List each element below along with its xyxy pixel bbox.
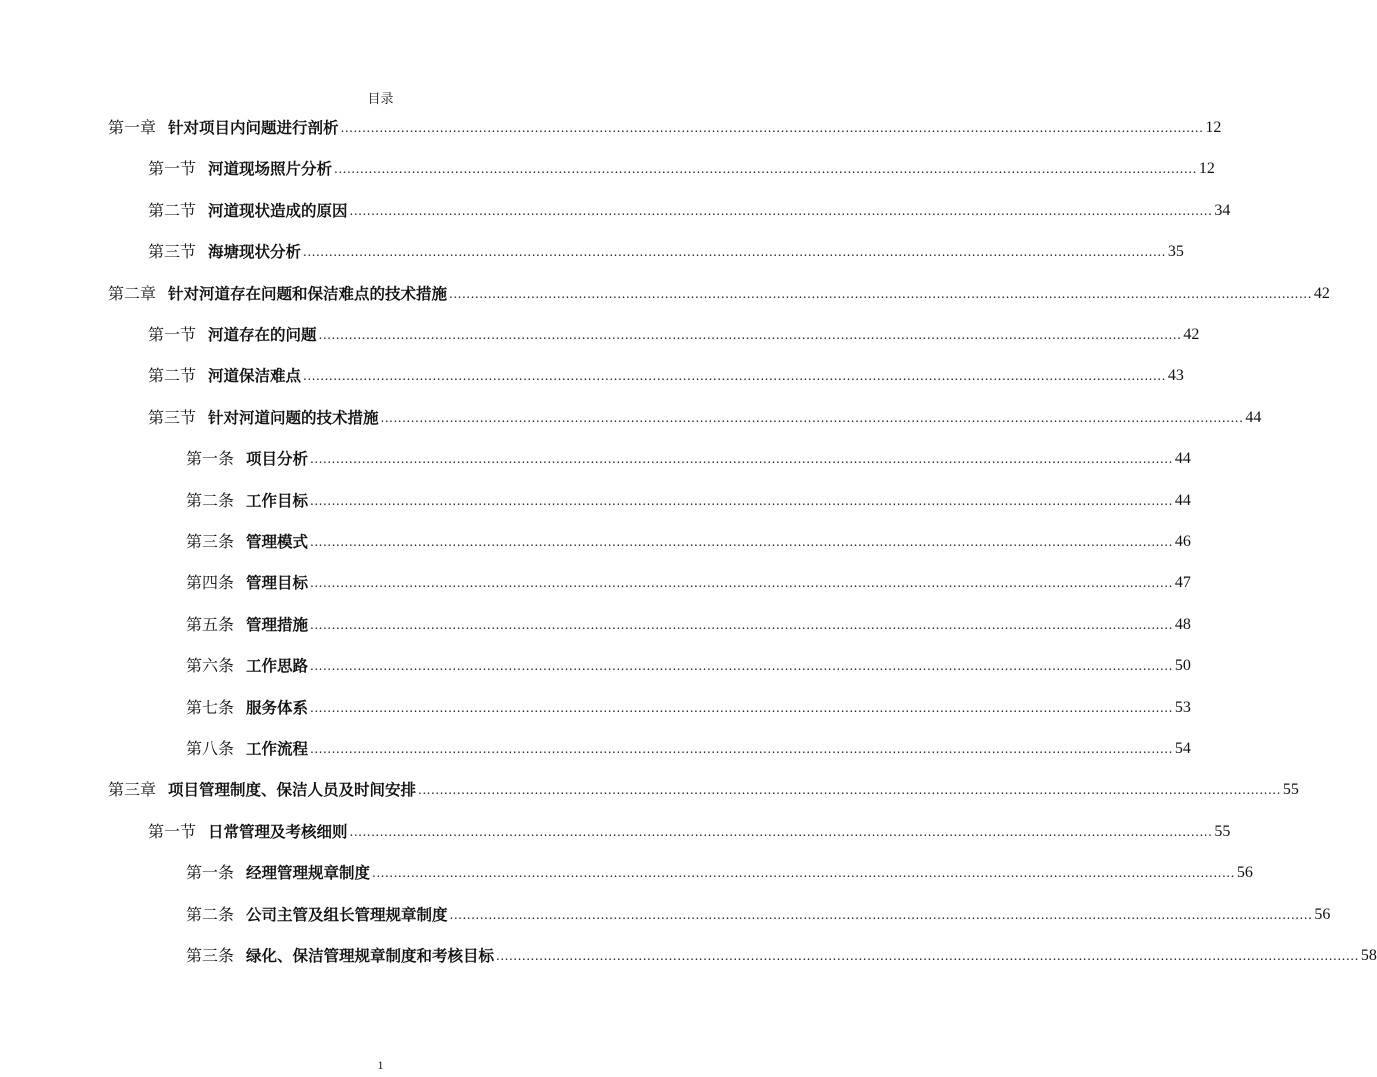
toc-entry-leader-dots: ........................................................................................................................................................................................................ — [310, 659, 1173, 674]
toc-entry[interactable] — [148, 157, 1215, 179]
toc-entry-leader-dots: ........................................................................................................................................................................................................ — [303, 369, 1166, 384]
toc-entry[interactable] — [186, 613, 1191, 635]
toc-entry[interactable] — [148, 364, 1184, 386]
toc-entry-title: 河道保洁难点 — [208, 367, 302, 386]
toc-entry-title: 工作思路 — [246, 657, 309, 676]
toc-entry-title: 管理目标 — [246, 574, 309, 593]
toc-entry-number: 第一章 — [108, 118, 157, 137]
toc-entry-title: 绿化、保洁管理规章制度和考核目标 — [246, 947, 495, 965]
toc-entry-title: 项目分析 — [246, 450, 309, 469]
toc-entry-number: 第一节 — [148, 325, 197, 344]
toc-entry-number: 第八条 — [186, 739, 235, 758]
toc-entry[interactable] — [186, 737, 1191, 759]
toc-entry-number: 第一节 — [148, 159, 197, 179]
toc-entry-page: 34 — [1214, 201, 1231, 219]
toc-entry-page: 44 — [1245, 408, 1262, 426]
toc-entry-number: 第三条 — [186, 532, 235, 551]
toc-entry-leader-dots: ........................................................................................................................................................................................................ — [418, 783, 1281, 798]
toc-entry-leader-dots: ........................................................................................................................................................................................................ — [310, 617, 1173, 632]
toc-entry-page: 56 — [1314, 905, 1331, 923]
toc-entry-title: 河道现状造成的原因 — [208, 201, 348, 220]
toc-entry-number: 第一条 — [186, 449, 235, 469]
toc-entry-leader-dots: ........................................................................................................................................................................................................ — [334, 162, 1197, 177]
toc-title: 目录 — [367, 92, 394, 107]
toc-entry-title: 管理模式 — [246, 533, 309, 551]
toc-entry-title: 河道现场照片分析 — [208, 160, 333, 179]
toc-entry-number: 第二节 — [148, 200, 197, 220]
toc-entry-page: 12 — [1205, 119, 1222, 136]
toc-entry-number: 第一条 — [186, 863, 235, 883]
toc-entry-number: 第二节 — [148, 366, 197, 386]
toc-entry-leader-dots: ........................................................................................................................................................................................................ — [310, 535, 1173, 549]
toc-entry-number: 第六条 — [186, 656, 235, 676]
toc-entry-title: 项目管理制度、保洁人员及时间安排 — [168, 781, 417, 800]
toc-entry[interactable] — [186, 861, 1253, 883]
toc-entry-leader-dots: ........................................................................................................................................................................................................ — [449, 286, 1312, 301]
toc-entry-title: 服务体系 — [246, 698, 309, 717]
toc-entry-page: 47 — [1174, 574, 1191, 592]
toc-entry-page: 58 — [1360, 947, 1377, 964]
toc-entry-title: 针对河道存在问题和保洁难点的技术措施 — [168, 284, 448, 303]
toc-entry-number: 第二章 — [108, 283, 157, 303]
toc-entry-title: 工作流程 — [246, 740, 309, 758]
toc-entry-page: 44 — [1174, 491, 1191, 509]
toc-entry-title: 针对项目内问题进行剖析 — [168, 119, 339, 137]
toc-entry-leader-dots: ........................................................................................................................................................................................................ — [310, 493, 1173, 508]
toc-entry-leader-dots: ........................................................................................................................................................................................................ — [340, 121, 1204, 135]
toc-entry[interactable] — [108, 116, 1222, 138]
toc-entry[interactable] — [108, 282, 1330, 304]
toc-entry-page: 54 — [1174, 740, 1191, 757]
toc-entry[interactable] — [186, 944, 1377, 966]
toc-entry-leader-dots: ........................................................................................................................................................................................................ — [310, 700, 1173, 715]
toc-entry-number: 第一节 — [148, 821, 197, 841]
toc-entry-title: 管理措施 — [246, 615, 309, 634]
toc-entry-number: 第七条 — [186, 697, 235, 717]
toc-entry-page: 35 — [1167, 243, 1184, 261]
toc-entry-number: 第三节 — [148, 407, 197, 427]
toc-entry[interactable] — [186, 447, 1191, 469]
toc-entry-leader-dots: ........................................................................................................................................................................................................ — [496, 949, 1359, 963]
toc-entry-leader-dots: ........................................................................................................................................................................................................ — [372, 866, 1235, 881]
toc-entry-leader-dots: ........................................................................................................................................................................................................ — [449, 907, 1313, 922]
toc-entry[interactable] — [148, 240, 1184, 262]
toc-entry-title: 经理管理规章制度 — [246, 864, 371, 883]
toc-entry[interactable] — [186, 571, 1191, 593]
toc-entry-page: 55 — [1214, 822, 1231, 840]
toc-entry-number: 第三条 — [186, 946, 235, 965]
toc-entry-number: 第四条 — [186, 573, 235, 593]
toc-entry-number: 第二条 — [186, 904, 235, 924]
toc-entry-page: 53 — [1174, 698, 1191, 716]
toc-entry-page: 44 — [1174, 450, 1191, 468]
toc-entry[interactable] — [186, 654, 1191, 676]
toc-entry-page: 42 — [1313, 284, 1330, 302]
toc-entry-title: 公司主管及组长管理规章制度 — [246, 905, 448, 924]
toc-entry-page: 48 — [1174, 615, 1191, 633]
toc-entry[interactable] — [148, 820, 1231, 842]
toc-entry-page: 56 — [1236, 864, 1253, 882]
toc-entry-number: 第三节 — [148, 242, 197, 262]
toc-entry-title: 针对河道问题的技术措施 — [208, 408, 379, 427]
toc-entry-number: 第二条 — [186, 490, 235, 510]
toc-entry[interactable] — [148, 199, 1231, 221]
toc-entry-page: 55 — [1282, 781, 1299, 799]
toc-entry-leader-dots: ........................................................................................................................................................................................................ — [310, 576, 1173, 591]
toc-entry-page: 46 — [1174, 533, 1191, 550]
toc-entry-page: 12 — [1198, 160, 1215, 178]
toc-entry[interactable] — [186, 530, 1191, 552]
toc-entry-leader-dots: ........................................................................................................................................................................................................ — [310, 742, 1173, 756]
toc-entry[interactable] — [148, 406, 1262, 428]
toc-entry-number: 第三章 — [108, 780, 157, 800]
toc-entry[interactable] — [186, 903, 1331, 925]
toc-entry-page: 42 — [1183, 326, 1200, 343]
toc-entry-title: 海塘现状分析 — [208, 243, 302, 262]
toc-entry-title: 河道存在的问题 — [208, 326, 317, 344]
toc-entry-leader-dots: ........................................................................................................................................................................................................ — [380, 410, 1244, 425]
toc-entry[interactable] — [186, 696, 1191, 718]
toc-entry[interactable] — [108, 778, 1299, 800]
toc-entry-leader-dots: ........................................................................................................................................................................................................ — [303, 245, 1166, 260]
toc-entry-page: 43 — [1167, 367, 1184, 385]
page-number: 1 — [377, 1058, 384, 1072]
toc-entry[interactable] — [186, 489, 1191, 511]
toc-entry-title: 工作目标 — [246, 491, 309, 510]
toc-entry-number: 第五条 — [186, 614, 235, 634]
toc-entry-leader-dots: ........................................................................................................................................................................................................ — [349, 203, 1213, 218]
toc-entry-page: 50 — [1174, 657, 1191, 675]
toc-entry-leader-dots: ........................................................................................................................................................................................................ — [349, 824, 1213, 839]
toc-entry-leader-dots: ........................................................................................................................................................................................................ — [318, 328, 1182, 342]
toc-entry-title: 日常管理及考核细则 — [208, 822, 348, 841]
toc-entry[interactable] — [148, 323, 1200, 345]
toc-entry-leader-dots: ........................................................................................................................................................................................................ — [310, 452, 1173, 467]
